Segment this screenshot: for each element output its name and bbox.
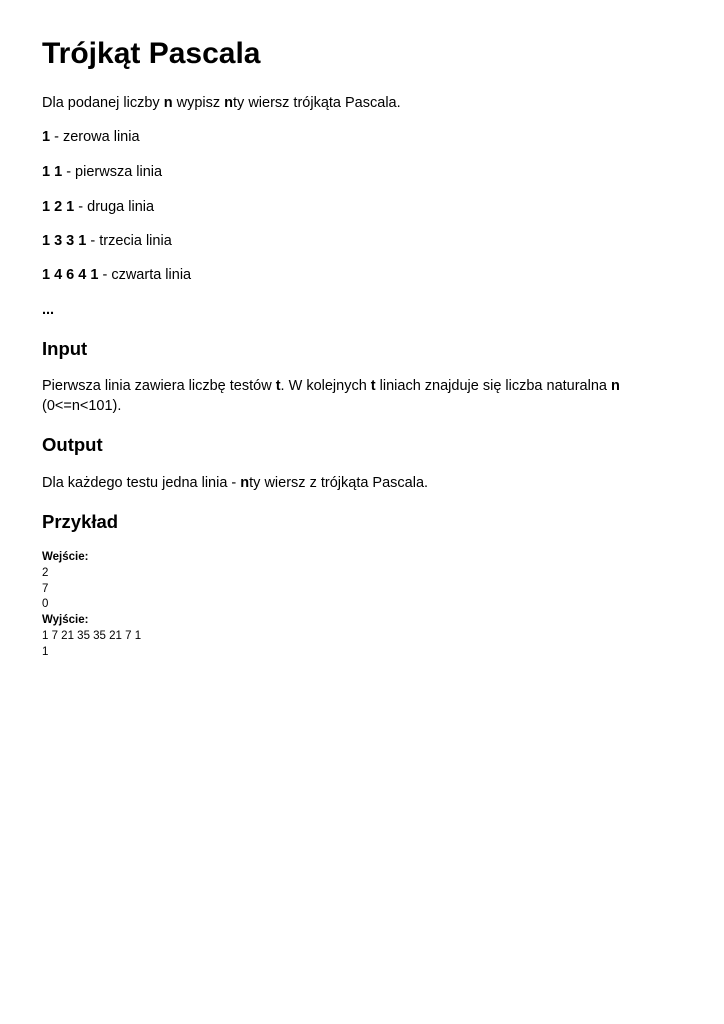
pascal-row-values: 1 4 6 4 1: [42, 267, 99, 283]
example-input-line: 7: [42, 582, 49, 595]
example-output-label: Wyjście:: [42, 614, 89, 627]
output-heading: Output: [42, 434, 103, 455]
pascal-row-label: - druga linia: [74, 199, 155, 215]
pascal-row-values: 1 3 3 1: [42, 233, 87, 249]
intro-text-3: ty wiersz trójkąta Pascala.: [233, 95, 401, 111]
pascal-row-label: - pierwsza linia: [62, 164, 163, 180]
ellipsis: ...: [42, 302, 55, 318]
output-paragraph: Dla każdego testu jedna linia - nty wiersz z trójkąta Pascala.: [42, 475, 429, 491]
example-input-label: Wejście:: [42, 551, 89, 563]
example-output-line: 1 7 21 35 35 21 7 1: [42, 629, 142, 642]
output-var-n: n: [240, 475, 250, 491]
intro-var-n-1: n: [163, 95, 173, 111]
pascal-row-values: 1 1: [42, 164, 63, 180]
pascal-row-1: [42, 162, 162, 182]
pascal-row-0: [42, 127, 140, 147]
input-var-t-2: t: [370, 378, 376, 394]
input-var-t-1: t: [275, 378, 281, 394]
intro-text-1: Dla podanej liczby: [42, 95, 164, 111]
pascal-row-label: - trzecia linia: [86, 233, 172, 249]
example-input-line: 2: [42, 566, 49, 579]
input-heading: Input: [42, 338, 88, 359]
pascal-row-3: [42, 231, 172, 251]
intro-text-2: wypisz: [172, 95, 225, 111]
example-input-line: 0: [42, 598, 49, 611]
pascal-row-label: - czwarta linia: [98, 267, 192, 283]
pascal-row-label: - zerowa linia: [50, 129, 140, 145]
example-output-line: 1: [42, 645, 49, 658]
example-block: [42, 550, 141, 661]
pascal-row-values: 1 2 1: [42, 199, 75, 215]
example-heading: Przykład: [42, 511, 119, 532]
intro-var-n-2: n: [224, 95, 234, 111]
pascal-row-4: [42, 265, 191, 285]
input-paragraph: Pierwsza linia zawiera liczbę testów t. W kolejnych t liniach znajduje się liczba naturalna n (0<=n<101).: [42, 378, 620, 414]
intro-paragraph: [42, 93, 401, 113]
page-title: Trójkąt Pascala: [42, 37, 261, 70]
pascal-row-2: [42, 197, 154, 217]
pascal-row-values: 1: [42, 129, 51, 145]
input-var-n: n: [611, 378, 620, 394]
